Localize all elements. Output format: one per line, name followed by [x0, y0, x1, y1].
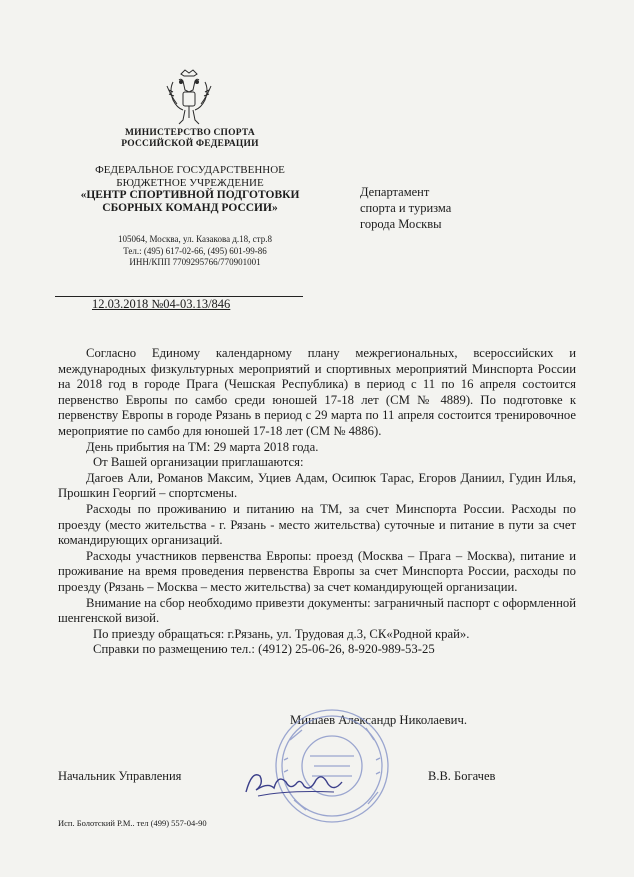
- addressee-line-2: спорта и туризма: [360, 201, 452, 215]
- paragraph-7: Внимание на сбор необходимо привезти документы: заграничный паспорт с оформленной шенгенской визой.: [58, 595, 576, 626]
- org-line-1: ФЕДЕРАЛЬНОЕ ГОСУДАРСТВЕННОЕ: [95, 164, 285, 176]
- signer-position: Начальник Управления: [58, 769, 182, 783]
- paragraph-3: От Вашей организации приглашаются:: [93, 455, 304, 470]
- executor-info: Исп. Болотский Р.М.. тел (499) 557-04-90: [58, 818, 207, 828]
- organization-name: [45, 164, 335, 214]
- org-line-2: БЮДЖЕТНОЕ УЧРЕЖДЕНИЕ: [116, 176, 264, 189]
- addressee-block: [360, 184, 560, 232]
- paragraph-4: Дагоев Али, Романов Максим, Уциев Адам, Осипюк Тарас, Егоров Даниил, Гудин Илья, Прошкин Георгий – спортсмены.: [58, 470, 576, 501]
- org-contacts: [70, 234, 320, 269]
- handwritten-signature: [238, 762, 348, 804]
- addressee-line-3: города Москвы: [360, 217, 442, 231]
- ministry-line-2: РОССИЙСКОЙ ФЕДЕРАЦИИ: [121, 139, 259, 149]
- paragraph-2: День прибытия на ТМ: 29 марта 2018 года.: [86, 439, 319, 454]
- paragraph-1: Согласно Единому календарному плану межрегиональных, всероссийских и международных физкультурных мероприятий и спортивных мероприятий Минспорта России на 2018 год в городе Прага (Чешская Республика) в период с 11 по 16 апреля состоится первенство Европы по самбо среди юношей 17-18 лет (СМ № 4889). По подготовке к первенству Европы в городе Рязань в период с 29 марта по 11 апреля состоится тренировочное мероприятие по самбо для юношей 17-18 лет (СМ № 4886).: [58, 346, 576, 438]
- org-inn: ИНН/КПП 7709295766/770901001: [129, 257, 261, 267]
- org-phone: Тел.: (495) 617-02-66, (495) 601-99-86: [123, 245, 267, 256]
- ministry-name: [100, 128, 280, 150]
- paragraph-6: Расходы участников первенства Европы: проезд (Москва – Прага – Москва), питание и проживание на время проведения первенства Европы за счет Минспорта России, расходы по проезду (Рязань – Москва – место жительства) за счет командирующей организации.: [58, 548, 576, 594]
- signer-name: В.В. Богачев: [428, 769, 496, 783]
- paragraph-5: Расходы по проживанию и питанию на ТМ, за счет Минспорта России. Расходы по проезду (место жительства - г. Рязань - место жительства) суточные и питание в пути за счет командирующих организаций.: [58, 501, 576, 548]
- org-line-4: СБОРНЫХ КОМАНД РОССИИ»: [102, 201, 278, 214]
- paragraph-9: Справки по размещению тел.: (4912) 25-06-26, 8-920-989-53-25: [93, 642, 435, 657]
- contact-person: Мишаев Александр Николаевич.: [290, 713, 467, 727]
- org-address: 105064, Москва, ул. Казакова д.18, стр.8: [118, 234, 272, 244]
- letter-body: [58, 346, 576, 658]
- coat-of-arms-emblem: [163, 68, 215, 128]
- registration-number: 12.03.2018 №04-03.13/846: [92, 297, 231, 311]
- addressee-line-1: Департамент: [360, 185, 430, 199]
- paragraph-8: По приезду обращаться: г.Рязань, ул. Трудовая д.3, СК«Родной край».: [93, 626, 470, 641]
- ministry-line-1: МИНИСТЕРСТВО СПОРТА: [125, 128, 255, 138]
- org-line-3: «ЦЕНТР СПОРТИВНОЙ ПОДГОТОВКИ: [80, 189, 300, 201]
